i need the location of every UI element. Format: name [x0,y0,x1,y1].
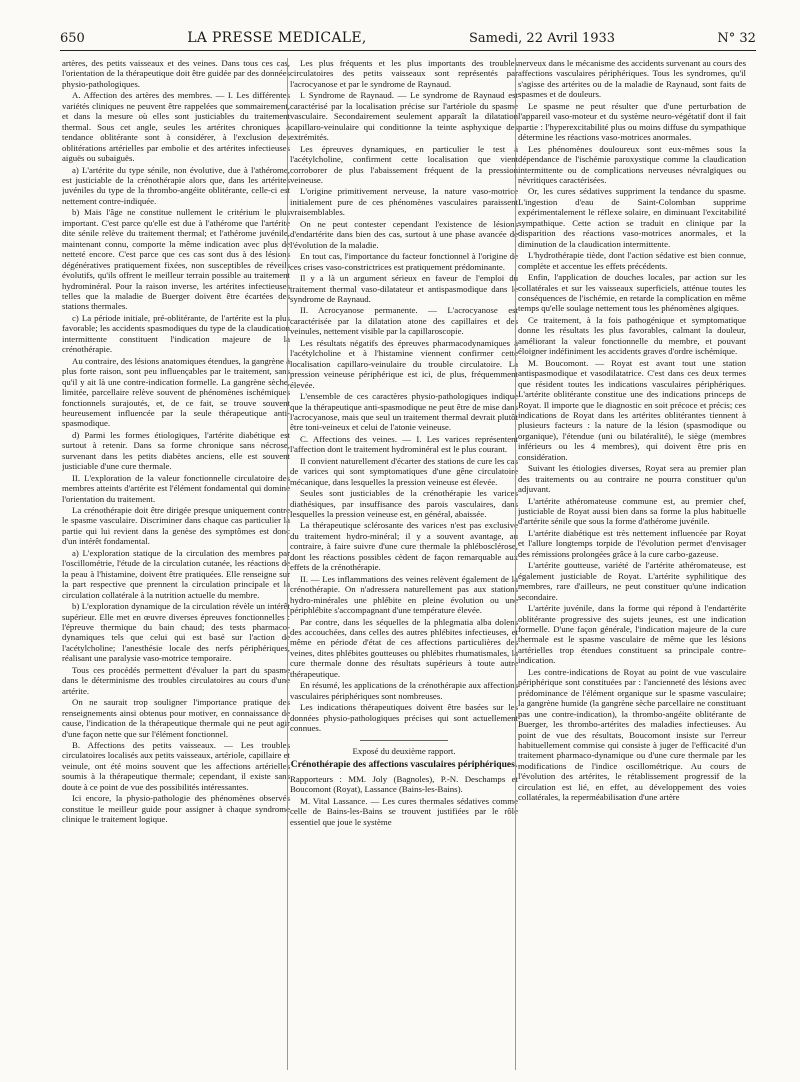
paragraph: Ce traitement, à la fois pathogénique et symptomatique donne les résultats les plus favorables, calmant la douleur, améliorant la valeur fonctionnelle du membre, et pouvant éloigner indéfiniment les accidents graves d'ordre ischémique. [518,314,746,357]
paragraph: Tous ces procédés permettent d'évaluer la part du spasme dans le déterminisme des troubles circulatoires au cours d'une artérite. [62,664,290,696]
paragraph: Le spasme ne peut résulter que d'une perturbation de l'appareil vaso-moteur et du système neuro-végétatif dont il fait partie : l'hyperexcitabilité plus ou moins diffuse du sympathique détermine les réactions vaso-motrices anormales. [518,100,746,143]
page-header [60,30,756,48]
paragraph: c) La période initiale, pré-oblitérante, de l'artérite est la plus favorable; les accidents spasmodiques du type de la claudication intermittente constituent l'indication majeure de la crénothérapie. [62,312,290,355]
paragraph: M. Vital Lassance. — Les cures thermales sédatives comme celle de Bains-les-Bains se trouvent justifiées par le rôle essentiel que joue le système [290,795,518,827]
paragraph: a) L'exploration statique de la circulation des membres par l'oscillométrie, l'étude de la circulation cutanée, les réactions de la peau à l'histamine, doivent être pratiquées. Elle renseigne sur la part respective que prennent la circulation principale et la circulation collatérale à la nutrition actuelle du membre. [62,547,290,600]
paragraph: Il convient naturellement d'écarter des stations de cure les cas de varices qui sont symptomatiques d'une gêne circulatoire mécanique, dans lesquelles la pression veineuse est élevée. [290,455,518,487]
paragraph: Seules sont justiciables de la crénothérapie les varices diathésiques, par insuffisance des parois vasculaires, dans lesquelles la pression veineuse est, en général, abaissée. [290,488,518,520]
paragraph: b) Mais l'âge ne constitue nullement le critérium le plus important. C'est parce qu'elle est due à l'athérome que l'artérite dite sénile relève du traitement thermal; et l'athérome juvénile, maintenant connu, comporte la même indication avec plus de netteté encore. C'est parce que ces cas sont dus à des lésions dégénératives pratiquement fixées, non susceptibles de réveils évolutifs, qu'ils offrent le meilleur terrain possible au traitement hydrominéral. Pour la raison inverse, les artérites infectieuses telles que la maladie de Buerger doivent être écartées des stations thermales. [62,207,290,312]
paragraph: artères, des petits vaisseaux et des veines. Dans tous ces cas, l'orientation de la thérapeutique doit être guidée par des données physio-pathologiques. [62,58,290,89]
page-number: 650 [60,31,85,46]
paragraph: II. — Les inflammations des veines relèvent également de la crénothérapie. On n'adressera naturellement pas aux stations hydro-minérales une phlébite en pleine évolution ou une périphlébite s'accompagnant d'une température élevée. [290,573,518,616]
paragraph: On ne saurait trop souligner l'importance pratique des renseignements ainsi obtenus pour motiver, en connaissance de cause, l'indication de la thérapeutique thermale qui ne peut agir d'une façon nette que sur l'élément fonctionnel. [62,697,290,739]
journal-title: LA PRESSE MEDICALE, [187,30,367,46]
paragraph: Les contre-indications de Royat au point de vue vasculaire périphérique sont constituées par : l'ancienneté des lésions avec prédominance de l'élément organique sur le spasme vasculaire; la gangrène humide (la gangrène sèche parcellaire ne constituant pas une contre-indication), la thrombo-angéite oblitérante de Buerger, les thrombo-artérites des maladies infectieuses. Au point de vue des résultats, Boucomont insiste sur l'erreur habituellement commise qui consiste à juger de l'efficacité d'un traitement pharmaco-dynamique ou d'une cure thermale par les modifications de l'indice oscillométrique. Au cours de l'évolution des artérites, le rétablissement progressif de la circulation est lié, en effet, au développement des voies collatérales, la reperméabilisation d'une artère [518,666,746,803]
paragraph: En résumé, les applications de la crénothérapie aux affections vasculaires périphériques sont nombreuses. [290,680,518,701]
column-right [518,58,746,1072]
header-rule [60,50,756,51]
paragraph: C. Affections des veines. — I. Les varices représentent l'affection dont le traitement hydrominéral est le plus courant. [290,433,518,455]
paragraph: L'hydrothérapie tiède, dont l'action sédative est bien connue, complète et accentue les effets précédents. [518,250,746,271]
paragraph: Les indications thérapeutiques doivent être basées sur les données physio-pathologiques précises qui sont actuellement connues. [290,702,518,734]
paragraph: II. Acrocyanose permanente. — L'acrocyanose est caractérisée par la dilatation atone des capillaires et des veinules, nettement visible par la capillaroscopie. [290,305,518,337]
paragraph: En tout cas, l'importance du facteur fonctionnel à l'origine de ces crises vaso-constrictrices est pratiquement prédominante. [290,251,518,272]
paragraph: L'artérite athéromateuse commune est, au premier chef, justiciable de Royat aussi bien dans sa forme la plus habituelle d'artérite sénile que sous la forme d'athérome juvénile. [518,495,746,527]
paragraph: L'artérite diabétique est très nettement influencée par Royat et l'allure longtemps torpide de l'évolution permet d'envisager des rémissions prolongées grâce à la cure carbo-gazeuse. [518,527,746,559]
paragraph: L'origine primitivement nerveuse, la nature vaso-motrice initialement pure de ces phénomènes vasculaires paraissent vraisemblables. [290,186,518,218]
section-title: Crénothérapie des affections vasculaires périphériques. [290,759,518,770]
paragraph: La thérapeutique sclérosante des varices n'est pas exclusive du traitement hydro-minéral; il y a souvent avantage, au contraire, à faire suivre d'une cure thermale la phlébosclérose, dont les réactions possibles cèdent de façon remarquable aux effets de la crénothérapie. [290,520,518,573]
column-middle [290,58,518,1072]
paragraph: On ne peut contester cependant l'existence de lésions d'endartérite dans bien des cas, surtout à une phase avancée de l'évolution de la maladie. [290,218,518,250]
paragraph: Les plus fréquents et les plus importants des troubles circulatoires des petits vaisseaux sont représentés par l'acrocyanose et par le syndrome de Raynaud. [290,58,518,89]
paragraph: Ici encore, la physio-pathologie des phénomènes observés constitue le meilleur guide pour assigner à chaque syndrome clinique le traitement logique. [62,793,290,825]
paragraph: Rapporteurs : MM. Joly (Bagnoles), P.-N. Deschamps et Boucomont (Royat), Lassance (Bains-les-Bains). [290,774,518,795]
paragraph: b) L'exploration dynamique de la circulation révèle un intérêt supérieur. Elle met en œuvre diverses épreuves fonctionnelles : l'épreuve thermique du bain chaud; des tests pharmaco-dynamiques tels que celui qui est basé sur l'action de l'acétylcholine; l'anesthésie locale des nerfs périphériques, réalisant une paralysie vaso-motrice temporaire. [62,601,290,664]
paragraph: A. Affection des artères des membres. — I. Les différentes variétés cliniques ne peuvent être rappelées que sommairement, et dans la mesure où elles sont justiciables du traitement thermal. Sous cet angle, seules les artérites chroniques à tendance oblitérante sont à considérer, à l'exclusion des oblitérations artérielles par embolie et des artérites infectieuses aiguës ou subaiguës. [62,90,290,164]
paragraph: M. Boucomont. — Royat est avant tout une station antispasmodique et vasodilatatrice. C'est dans ces deux termes que résident toutes les indications vasculaires périphériques. L'artérite oblitérante constitue une des indications princeps de Royat. Il importe que le diagnostic en soit précoce et précis; ces indications de Royat dans les artérites oblitérantes tiennent à plusieurs facteurs : la nature de la lésion (spasmodique ou organique), l'étendue (uni ou bilatéralité), le siège (membres inférieurs ou les 4 membres), qui doivent être pris en considération. [518,357,746,462]
paragraph: I. Syndrome de Raynaud. — Le syndrome de Raynaud est caractérisé par la localisation précise sur l'artériole du spasme vasculaire. Secondairement seulement apparaît la dilatation capillaro-veinulaire qui conditionne la teinte asphyxique des extrémités. [290,90,518,143]
paragraph: a) L'artérite du type sénile, non évolutive, due à l'athérome, est justiciable de la crénothérapie alors que, dans les artérites juvéniles du type de la thrombo-angéite oblitérante, celle-ci est nettement contre-indiquée. [62,164,290,206]
paragraph: L'ensemble de ces caractères physio-pathologiques indique que la thérapeutique anti-spasmodique ne peut être de mise dans l'acrocyanose, mais que seul un traitement thermal devrait plutôt être toni-veineux et celui de l'atonie veineuse. [290,391,518,433]
paragraph: Les résultats négatifs des épreuves pharmacodynamiques à l'acétylcholine et à l'histamine viennent confirmer cette localisation capillaro-veinulaire du trouble circulatoire. La pression veineuse périphérique est ici, de plus, fréquemment élevée. [290,337,518,390]
paragraph: L'artérite goutteuse, variété de l'artérite athéromateuse, est également justiciable de Royat. L'artérite syphilitique des membres, rare d'ailleurs, ne peut constituer qu'une indication secondaire. [518,560,746,602]
section-separator [360,740,448,741]
paragraph: Enfin, l'application de douches locales, par action sur les collatérales et sur les vaisseaux superficiels, atténue toutes les conséquences de l'ischémie, en retarde la complication en même temps qu'elle soulage nettement tous les phénomènes algiques. [518,272,746,314]
issue-number: N° 32 [717,31,756,46]
paragraph: II. L'exploration de la valeur fonctionnelle circulatoire des membres atteints d'artérite est l'élément fondamental qui domine l'orientation du traitement. [62,472,290,504]
paragraph: Il y a là un argument sérieux en faveur de l'emploi du traitement thermal vaso-dilatateur et antispasmodique dans le syndrome de Raynaud. [290,273,518,304]
paragraph: Or, les cures sédatives suppriment la tendance du spasme. L'ingestion d'eau de Saint-Colomban supprime expérimentalement le réflexe solaire, en diminuant l'excitabilité sympathique. Cette action se traduit en clinique par la disparition des réactions vaso-motrices anormales, et la diminution de la claudication intermittente. [518,186,746,249]
paragraph: Suivant les étiologies diverses, Royat sera au premier plan des traitements ou au contraire ne pourra constituer qu'un adjuvant. [518,463,746,495]
paragraph: Les épreuves dynamiques, en particulier le test à l'acétylcholine, confirment cette localisation que vient corroborer de plus l'abaissement fréquent de la pression veineuse. [290,143,518,185]
paragraph: La crénothérapie doit être dirigée presque uniquement contre le spasme vasculaire. Discriminer dans chaque cas particulier la partie qui lui revient dans la genèse des symptômes est donc d'un intérêt fondamental. [62,505,290,547]
paragraph: Exposé du deuxième rapport. [352,745,456,756]
paragraph: d) Parmi les formes étiologiques, l'artérite diabétique est surtout à retenir. Dans sa forme chronique sans nécrose, survenant dans les petits diabètes anciens, elle est souvent justiciable d'une cure thermale. [62,429,290,472]
paragraph: Les phénomènes douloureux sont eux-mêmes sous la dépendance de l'ischémie paroxystique comme la claudication intermittente ou de complications nerveuses névralgiques ou névritiques caractérisées. [518,143,746,185]
column-left [62,58,290,1072]
issue-date: Samedi, 22 Avril 1933 [469,31,616,46]
paragraph: Par contre, dans les séquelles de la phlegmatia alba dolens des accouchées, dans celles des autres phlébites infectieuses, et même en période d'état de ces affections particulières des veines, dites phlébites goutteuses ou phlébites rhumatismales, la cure thermale donne des résultats supérieurs à toute autre thérapeutique. [290,616,518,679]
column-divider [287,58,288,1070]
column-divider [515,58,516,1070]
paragraph: L'artérite juvénile, dans la forme qui répond à l'endartérite oblitérante progressive des sujets jeunes, est une indication formelle. D'une façon générale, l'indication majeure de la cure thermale est le spasme vasculaire de même que les lésions artérielles trop étendues constituent sa principale contre-indication. [518,603,746,666]
paragraph: B. Affections des petits vaisseaux. — Les troubles circulatoires localisés aux petits vaisseaux, artériole, capillaire et veinule, ont été moins souvent que les affections artérielles soumis à la thérapeutique thermale; cependant, il existe sans doute à ce point de vue des possibilités intéressantes. [62,740,290,792]
paragraph: Au contraire, des lésions anatomiques étendues, la gangrène à plus forte raison, sont peu influençables par le traitement, sans qu'il y ait là une contre-indication formelle. La gangrène sèche, limitée, parcellaire relève souvent de phénomènes ischémiques fonctionnels surajoutés, et, de ce fait, se trouve souvent heureusement influencée par la seule thérapeutique anti-spasmodique. [62,355,290,429]
paragraph: nerveux dans le mécanisme des accidents survenant au cours des affections vasculaires périphériques. Tous les syndromes, qu'il s'agisse des artérites ou de la maladie de Raynaud, sont faits de spasmes et de douleurs. [518,58,746,100]
